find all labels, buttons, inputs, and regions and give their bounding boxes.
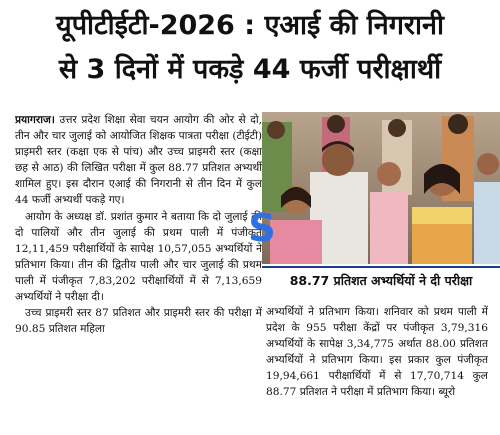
headline	[0, 0, 500, 102]
crowd-photo-illustration	[262, 112, 500, 264]
photo-caption: 88.77 प्रतिशत अभ्यर्थियों ने दी परीक्षा	[262, 266, 500, 296]
paragraph-2: आयोग के अध्यक्ष डॉ. प्रशांत कुमार ने बताया कि दो जुलाई की दो पालियों और तीन जुलाई की प्रथम पाली में पंजीकृत 12,11,459 परीक्षार्थियों के सापेक्ष 10,57,055 अभ्यर्थियों ने प्रतिभाग किया। तीन की द्वितीय पाली और चार जुलाई की प्रथम पाली में पंजीकृत 7,83,202 परीक्षार्थियों में से 7,13,659 अभ्यर्थियों ने परीक्षा दी।	[15, 210, 262, 304]
paragraph-4: अभ्यर्थियों ने प्रतिभाग किया। शनिवार को प्रथम पाली में प्रदेश के 955 परीक्षा केंद्रों पर पंजीकृत 3,79,316 अभ्यर्थियों के सापेक्ष 3,34,775 अर्थात 88.00 प्रतिशत अभ्यर्थियों ने प्रतिभाग किया। इस प्रकार कुल पंजीकृत 19,94,661 परीक्षार्थियों में से 17,70,714 कुल 88.77 प्रतिशत ने परीक्षा में प्रतिभाग किया। ब्यूरो	[266, 306, 488, 399]
article-column-right	[266, 304, 488, 434]
news-photo	[262, 112, 500, 264]
headline-line-2: से 3 दिनों में पकड़े 44 फर्जी परीक्षार्थी	[58, 54, 442, 85]
dateline: प्रयागराज।	[15, 114, 55, 126]
s-overlay-icon: S	[248, 206, 276, 250]
headline-line-1: यूपीटीईटी-2026 : एआई की निगरानी	[56, 10, 444, 41]
paragraph-1-text: उत्तर प्रदेश शिक्षा सेवा चयन आयोग की ओर से दो, तीन और चार जुलाई को आयोजित शिक्षक पात्रता परीक्षा (टीईटी) प्राइमरी स्तर (कक्षा एक से पांच) और उच्च प्राइमरी स्तर (कक्षा छह से आठ) की लिखित परीक्षा में कुल 88.77 प्रतिशत अभ्यर्थी शामिल हुए। इस दौरान एआई की निगरानी से तीन दिन में कुल 44 फर्जी अभ्यर्थी पकड़े गए।	[15, 114, 262, 207]
paragraph-3: उच्च प्राइमरी स्तर 87 प्रतिशत और प्राइमरी स्तर की परीक्षा में 90.85 प्रतिशत महिला	[15, 307, 262, 336]
article-column-left	[15, 112, 262, 432]
paragraph-1	[15, 112, 262, 209]
